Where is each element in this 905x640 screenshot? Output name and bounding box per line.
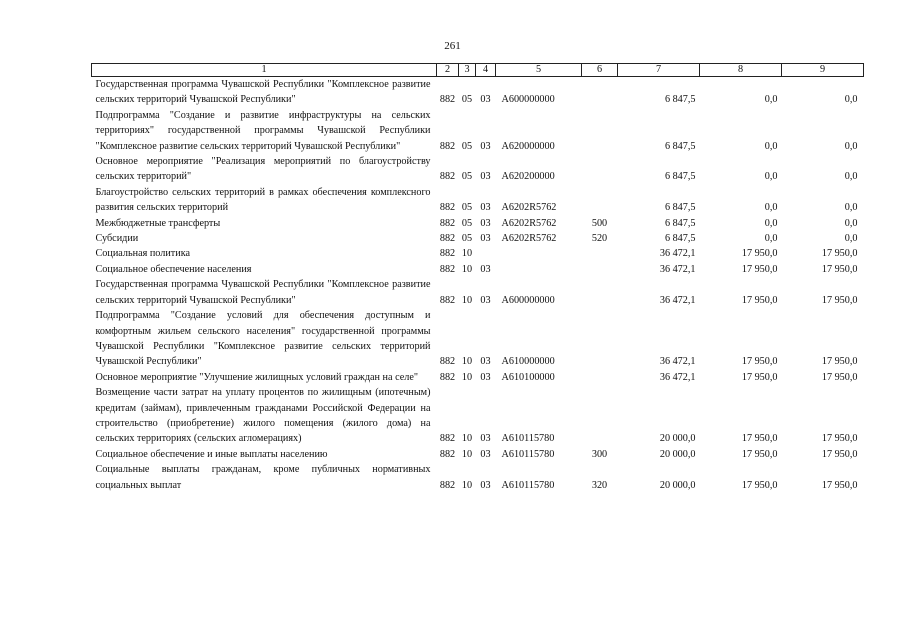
row-target-article: А610115780: [501, 448, 555, 460]
row-section-code: 05: [461, 202, 473, 214]
row-amount-col8: 0,0: [764, 94, 778, 106]
row-name: Межбюджетные трансферты: [95, 217, 221, 229]
row-section-code: 05: [461, 217, 473, 229]
row-section-code: 05: [461, 140, 473, 152]
row-target-article: А6202R5762: [501, 202, 557, 214]
row-target-article: А620200000: [501, 171, 555, 183]
row-target-article: А610100000: [501, 371, 555, 383]
row-amount-col9: 17 950,0: [821, 479, 858, 491]
row-section-code: 10: [461, 479, 473, 491]
row-expense-type: [582, 77, 618, 108]
row-target-article: А600000000: [501, 294, 555, 306]
row-amount-col8: 17 950,0: [741, 479, 778, 491]
row-section-code: 05: [461, 171, 473, 183]
row-expense-type: [582, 385, 618, 447]
row-amount-col7: 6 847,5: [664, 94, 696, 106]
row-subsection-code: 03: [480, 217, 491, 229]
row-subsection-code: 03: [480, 202, 491, 214]
row-amount-col9: 17 950,0: [821, 448, 858, 460]
table-row: [92, 108, 864, 154]
row-expense-type: [582, 108, 618, 154]
row-ministry-code: 882: [439, 140, 456, 152]
row-amount-col8: 0,0: [764, 171, 778, 183]
table-row: [92, 277, 864, 308]
row-ministry-code: 882: [439, 479, 456, 491]
column-header-6: 6: [582, 64, 618, 77]
row-section-code: 05: [461, 233, 473, 245]
row-expense-type: [582, 308, 618, 370]
row-amount-col9: 0,0: [844, 202, 858, 214]
row-name: Основное мероприятие "Реализация мероприятий по благоустройству сельских территорий": [95, 156, 431, 183]
row-amount-col8: 0,0: [764, 140, 778, 152]
column-header-4: 4: [476, 64, 496, 77]
row-amount-col7: 20 000,0: [659, 433, 696, 445]
row-name: Благоустройство сельских территорий в рамках обеспечения комплексного развития сельских территорий: [95, 186, 431, 214]
row-subsection-code: 03: [480, 433, 491, 445]
budget-table: [91, 63, 864, 493]
row-ministry-code: 882: [439, 433, 456, 445]
row-expense-type: [582, 246, 618, 261]
row-section-code: 10: [461, 248, 473, 260]
row-ministry-code: 882: [439, 294, 456, 306]
row-amount-col8: 17 950,0: [741, 248, 778, 260]
row-name: Социальная политика: [95, 248, 191, 260]
table-row: [92, 385, 864, 447]
table-header: [92, 64, 864, 77]
row-name: Государственная программа Чувашской Республики "Комплексное развитие сельских территорий Чувашской Республики": [95, 79, 431, 106]
row-ministry-code: 882: [439, 248, 456, 260]
row-expense-type: 300: [591, 448, 608, 460]
row-amount-col9: 17 950,0: [821, 263, 858, 275]
row-name: Социальное обеспечение и иные выплаты населению: [95, 448, 328, 460]
row-amount-col7: 20 000,0: [659, 479, 696, 491]
row-subsection-code: 03: [480, 140, 491, 152]
row-ministry-code: 882: [439, 217, 456, 229]
row-target-article: А6202R5762: [501, 233, 557, 245]
row-section-code: 10: [461, 356, 473, 368]
row-target-article: А610115780: [501, 433, 555, 445]
row-section-code: 05: [461, 94, 473, 106]
row-amount-col7: 20 000,0: [659, 448, 696, 460]
row-expense-type: 500: [591, 217, 608, 229]
row-amount-col9: 0,0: [844, 171, 858, 183]
row-name: Социальные выплаты гражданам, кроме публичных нормативных социальных выплат: [95, 464, 431, 491]
row-name: Государственная программа Чувашской Республики "Комплексное развитие сельских территорий Чувашской Республики": [95, 279, 431, 306]
row-name: Основное мероприятие "Улучшение жилищных условий граждан на селе": [95, 371, 418, 383]
row-amount-col8: 0,0: [764, 217, 778, 229]
column-header-7: 7: [618, 64, 700, 77]
row-target-article: А610000000: [501, 356, 555, 368]
row-subsection-code: 03: [480, 233, 491, 245]
row-subsection-code: 03: [480, 171, 491, 183]
row-expense-type: [582, 262, 618, 277]
row-subsection-code: 03: [480, 371, 491, 383]
row-amount-col9: 17 950,0: [821, 356, 858, 368]
row-name: Подпрограмма "Создание и развитие инфраструктуры на сельских территориях" государственной программы Чувашской Республики "Комплексное развитие сельских территорий Чувашской Республики": [95, 109, 431, 152]
row-expense-type: [582, 277, 618, 308]
table-row: [92, 231, 864, 246]
row-amount-col8: 17 950,0: [741, 433, 778, 445]
row-ministry-code: 882: [439, 356, 456, 368]
table-row: [92, 154, 864, 185]
header-row: [92, 64, 864, 77]
table-row: [92, 216, 864, 231]
row-amount-col8: 17 950,0: [741, 371, 778, 383]
row-section-code: 10: [461, 448, 473, 460]
table-row: [92, 370, 864, 385]
table-row: [92, 77, 864, 108]
row-amount-col7: 36 472,1: [659, 248, 696, 260]
row-subsection-code: 03: [480, 294, 491, 306]
row-expense-type: [582, 185, 618, 216]
row-amount-col9: 0,0: [844, 233, 858, 245]
column-header-1: 1: [92, 64, 437, 77]
row-subsection-code: 03: [480, 479, 491, 491]
row-target-article: А6202R5762: [501, 217, 557, 229]
row-name: Социальное обеспечение населения: [95, 263, 252, 275]
row-amount-col8: 0,0: [764, 202, 778, 214]
row-section-code: 10: [461, 263, 473, 275]
row-expense-type: [582, 154, 618, 185]
row-amount-col7: 6 847,5: [664, 217, 696, 229]
row-amount-col9: 17 950,0: [821, 248, 858, 260]
row-amount-col9: 0,0: [844, 140, 858, 152]
row-amount-col9: 17 950,0: [821, 433, 858, 445]
row-ministry-code: 882: [439, 94, 456, 106]
row-section-code: 10: [461, 294, 473, 306]
table-row: [92, 462, 864, 493]
column-header-2: 2: [437, 64, 459, 77]
row-subsection-code: 03: [480, 448, 491, 460]
row-subsection-code: [476, 246, 496, 261]
row-subsection-code: 03: [480, 94, 491, 106]
row-amount-col9: 17 950,0: [821, 371, 858, 383]
row-expense-type: 520: [591, 233, 608, 245]
row-name: Субсидии: [95, 233, 139, 245]
row-amount-col7: 36 472,1: [659, 294, 696, 306]
row-amount-col8: 0,0: [764, 233, 778, 245]
column-header-9: 9: [782, 64, 864, 77]
row-target-article: [496, 246, 582, 261]
row-ministry-code: 882: [439, 448, 456, 460]
row-ministry-code: 882: [439, 233, 456, 245]
row-amount-col7: 6 847,5: [664, 171, 696, 183]
row-amount-col7: 6 847,5: [664, 233, 696, 245]
row-amount-col8: 17 950,0: [741, 356, 778, 368]
row-target-article: А600000000: [501, 94, 555, 106]
row-expense-type: [582, 370, 618, 385]
table-row: [92, 185, 864, 216]
row-ministry-code: 882: [439, 202, 456, 214]
row-amount-col7: 36 472,1: [659, 263, 696, 275]
row-section-code: 10: [461, 371, 473, 383]
row-subsection-code: 03: [480, 263, 491, 275]
table-row: [92, 447, 864, 462]
row-name: Возмещение части затрат на уплату процентов по жилищным (ипотечным) кредитам (займам), привлеченным гражданами Российской Федерации на строительство (приобретение) жилого помещения (жилого дома) на сельских территориях (сельских агломерациях): [95, 387, 431, 445]
row-amount-col7: 6 847,5: [664, 202, 696, 214]
row-name: Подпрограмма "Создание условий для обеспечения доступным и комфортным жильем сельского населения" государственной программы Чувашской Республики "Комплексное развитие сельских территорий Чувашской Республики": [95, 310, 431, 368]
row-amount-col9: 0,0: [844, 217, 858, 229]
table-row: [92, 308, 864, 370]
row-amount-col7: 6 847,5: [664, 140, 696, 152]
page-number: 261: [444, 40, 461, 52]
row-amount-col8: 17 950,0: [741, 263, 778, 275]
row-amount-col9: 0,0: [844, 94, 858, 106]
row-amount-col7: 36 472,1: [659, 356, 696, 368]
row-ministry-code: 882: [439, 371, 456, 383]
row-section-code: 10: [461, 433, 473, 445]
row-subsection-code: 03: [480, 356, 491, 368]
column-header-8: 8: [700, 64, 782, 77]
row-target-article: [496, 262, 582, 277]
row-ministry-code: 882: [439, 171, 456, 183]
row-target-article: А610115780: [501, 479, 555, 491]
table-body: [92, 77, 864, 493]
column-header-5: 5: [496, 64, 582, 77]
row-amount-col8: 17 950,0: [741, 448, 778, 460]
row-target-article: А620000000: [501, 140, 555, 152]
table-row: [92, 246, 864, 261]
row-amount-col7: 36 472,1: [659, 371, 696, 383]
row-expense-type: 320: [591, 479, 608, 491]
row-amount-col8: 17 950,0: [741, 294, 778, 306]
column-header-3: 3: [459, 64, 476, 77]
row-ministry-code: 882: [439, 263, 456, 275]
table-row: [92, 262, 864, 277]
row-amount-col9: 17 950,0: [821, 294, 858, 306]
